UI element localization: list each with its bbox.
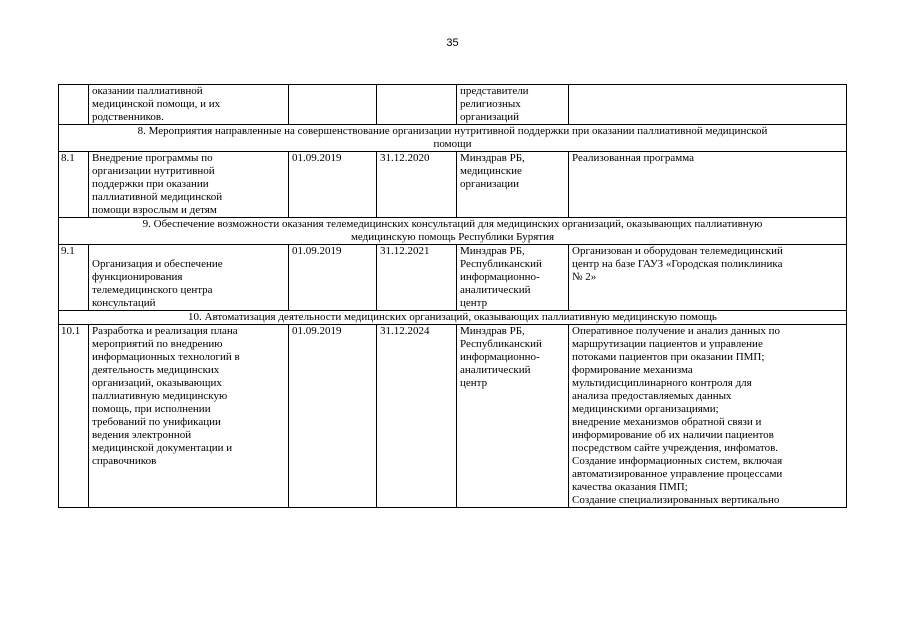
section-title-line: помощи xyxy=(433,138,472,150)
item-name-line xyxy=(92,245,285,258)
table-row xyxy=(59,245,847,311)
item-name-line: помощи взрослым и детям xyxy=(92,204,217,216)
executor-line: Минздрав РБ, xyxy=(460,152,525,164)
item-name-line: паллиативную медицинскую xyxy=(92,390,228,402)
item-name-line: организаций, оказывающих xyxy=(92,377,222,389)
item-name xyxy=(89,152,289,218)
item-name xyxy=(89,245,289,311)
plan-table xyxy=(58,84,847,508)
item-number xyxy=(59,85,89,125)
item-name-line: функционирования xyxy=(92,271,183,283)
expected-result xyxy=(569,245,847,311)
end-date: 31.12.2020 xyxy=(377,152,457,218)
section-title-line: 8. Мероприятия направленные на совершенствование организации нутритивной поддержки при оказании паллиативной медицинской xyxy=(137,125,768,137)
executor-line: Республиканский xyxy=(460,338,542,350)
end-date: 31.12.2021 xyxy=(377,245,457,311)
item-name-line: Внедрение программы по xyxy=(92,152,213,164)
executor xyxy=(457,325,569,508)
expected-result-line: внедрение механизмов обратной связи и xyxy=(572,416,762,428)
table-body xyxy=(59,85,847,508)
executor-line: Минздрав РБ, xyxy=(460,325,525,337)
item-name-line: ведения электронной xyxy=(92,429,192,441)
expected-result-line: анализа предоставляемых данных xyxy=(572,390,732,402)
item-name-line: родственников. xyxy=(92,111,164,123)
expected-result-line: Создание информационных систем, включая xyxy=(572,455,783,467)
executor-line: Республиканский xyxy=(460,258,542,270)
executor-line: центр xyxy=(460,297,488,309)
end-date: 31.12.2024 xyxy=(377,325,457,508)
item-name xyxy=(89,85,289,125)
executor-line: информационно- xyxy=(460,271,540,283)
item-name-line: помощь, при исполнении xyxy=(92,403,211,415)
expected-result-line: качества оказания ПМП; xyxy=(572,481,688,493)
expected-result-line: медицинскими организациями; xyxy=(572,403,719,415)
item-name-line: медицинской помощи, и их xyxy=(92,98,221,110)
executor-line: аналитический xyxy=(460,284,531,296)
item-name-line: медицинской документации и xyxy=(92,442,233,454)
section-title xyxy=(59,218,847,245)
executor-line: организаций xyxy=(460,111,520,123)
executor xyxy=(457,152,569,218)
executor-line: организации xyxy=(460,178,520,190)
executor-line: Минздрав РБ, xyxy=(460,245,525,257)
expected-result-line: формирование механизма xyxy=(572,364,693,376)
expected-result-line: информирование об их наличии пациентов xyxy=(572,429,774,441)
item-number: 10.1 xyxy=(59,325,89,508)
item-name-line: деятельность медицинских xyxy=(92,364,220,376)
item-number: 9.1 xyxy=(59,245,89,311)
start-date: 01.09.2019 xyxy=(289,325,377,508)
expected-result-line: № 2» xyxy=(572,271,597,283)
expected-result xyxy=(569,325,847,508)
executor xyxy=(457,85,569,125)
section-title-line: 10. Автоматизация деятельности медицинских организаций, оказывающих паллиативную медицинскую помощь xyxy=(188,311,717,323)
expected-result xyxy=(569,85,847,125)
section-title-line: медицинскую помощь Республики Бурятия xyxy=(350,231,555,243)
table-row xyxy=(59,85,847,125)
item-name-line: справочников xyxy=(92,455,157,467)
table-row xyxy=(59,152,847,218)
expected-result-line: Оперативное получение и анализ данных по xyxy=(572,325,781,337)
section-title xyxy=(59,311,847,325)
start-date xyxy=(289,85,377,125)
item-name xyxy=(89,325,289,508)
executor xyxy=(457,245,569,311)
expected-result-line: мультидисциплинарного контроля для xyxy=(572,377,752,389)
item-name-line: мероприятий по внедрению xyxy=(92,338,223,350)
page-number: 35 xyxy=(446,37,459,49)
executor-line: информационно- xyxy=(460,351,540,363)
executor-line: представители xyxy=(460,85,529,97)
executor-line: медицинские xyxy=(460,165,522,177)
section-header-row xyxy=(59,311,847,325)
section-header-row xyxy=(59,125,847,152)
item-name-line: оказании паллиативной xyxy=(92,85,203,97)
item-name-line: паллиативной медицинской xyxy=(92,191,223,203)
item-number: 8.1 xyxy=(59,152,89,218)
start-date: 01.09.2019 xyxy=(289,245,377,311)
expected-result-line: маршрутизации пациентов и управление xyxy=(572,338,763,350)
item-name-line: организации нутритивной xyxy=(92,165,215,177)
item-name-line: информационных технологий в xyxy=(92,351,240,363)
expected-result-line: потоками пациентов при оказании ПМП; xyxy=(572,351,765,363)
expected-result-line: центр на базе ГАУЗ «Городская поликлиника xyxy=(572,258,783,270)
start-date: 01.09.2019 xyxy=(289,152,377,218)
item-name-line: требований по унификации xyxy=(92,416,221,428)
expected-result xyxy=(569,152,847,218)
expected-result-line: Создание специализированных вертикально xyxy=(572,494,780,506)
table-row xyxy=(59,325,847,508)
end-date xyxy=(377,85,457,125)
section-title xyxy=(59,125,847,152)
executor-line: центр xyxy=(460,377,488,389)
section-title-line: 9. Обеспечение возможности оказания телемедицинских консультаций для медицинских организаций, оказывающих паллиативную xyxy=(142,218,763,230)
item-name-line: телемедицинского центра xyxy=(92,284,213,296)
item-name-line: Разработка и реализация плана xyxy=(92,325,238,337)
expected-result-line: посредством сайте учреждения, инфоматов. xyxy=(572,442,779,454)
expected-result-line: Организован и оборудован телемедицинский xyxy=(572,245,783,257)
section-header-row xyxy=(59,218,847,245)
item-name-line: консультаций xyxy=(92,297,156,309)
item-name-line: поддержки при оказании xyxy=(92,178,209,190)
expected-result-line: Реализованная программа xyxy=(572,152,695,164)
executor-line: религиозных xyxy=(460,98,521,110)
item-name-line: Организация и обеспечение xyxy=(92,258,223,270)
expected-result-line: автоматизированное управление процессами xyxy=(572,468,783,480)
executor-line: аналитический xyxy=(460,364,531,376)
